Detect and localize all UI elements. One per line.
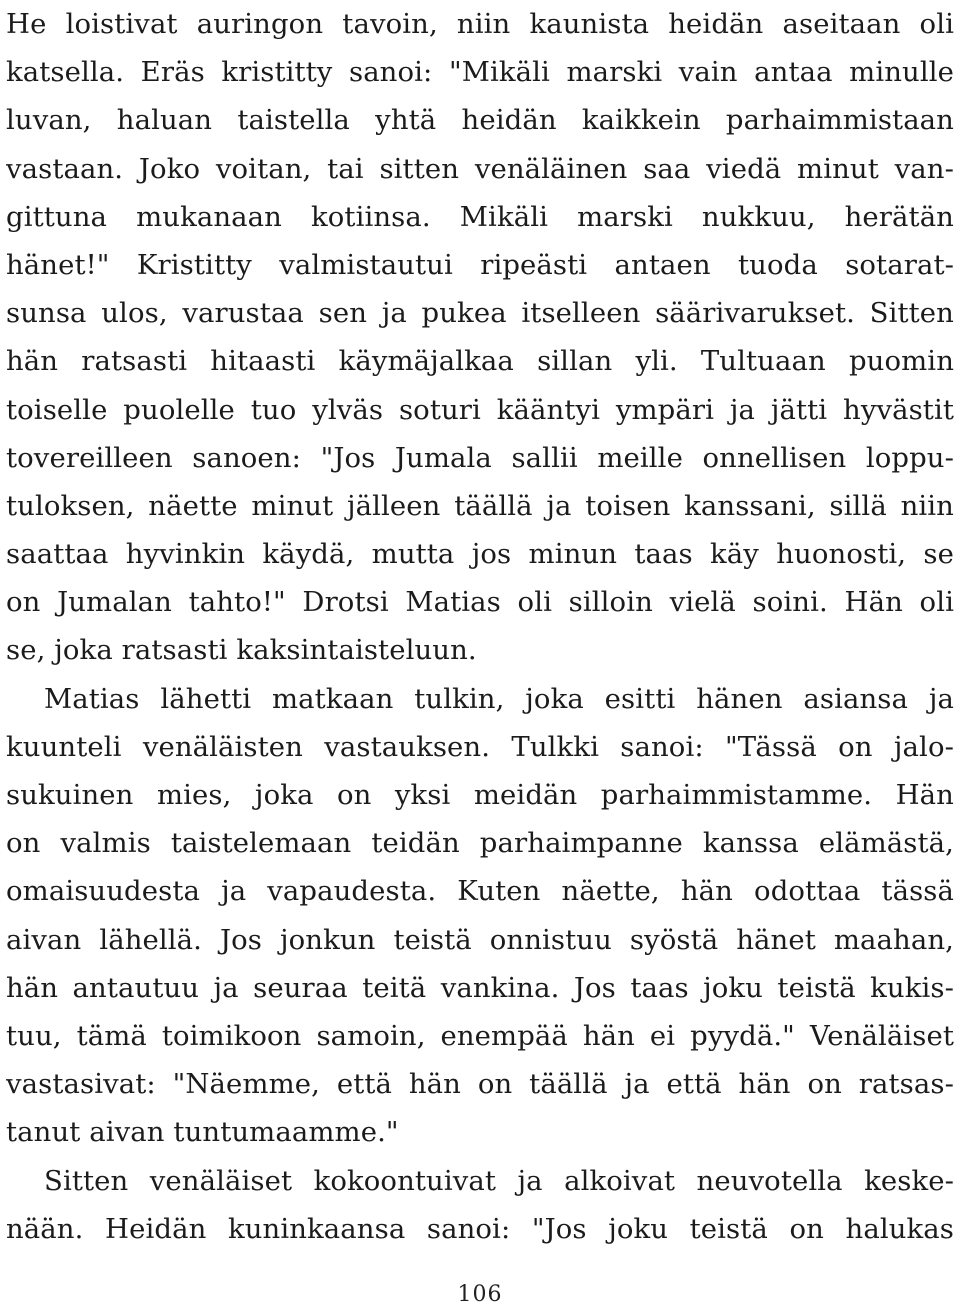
text-line: tuloksen, näette minut jälleen täällä ja toisen kanssani, sillä niin (6, 489, 954, 522)
text-line: saattaa hyvinkin käydä, mutta jos minun taas käy huonosti, se (6, 538, 954, 571)
text-line: sukuinen mies, joka on yksi meidän parhaimmistamme. Hän (6, 779, 954, 811)
text-line-paragraph-start: Matias lähetti matkaan tulkin, joka esitti hänen asiansa ja (44, 682, 954, 715)
text-line: hän antautuu ja seuraa teitä vankina. Jos taas joku teistä kukis- (6, 971, 954, 1004)
text-line-paragraph-end: se, joka ratsasti kaksintaisteluun. (6, 634, 477, 667)
text-line: nään. Heidän kuninkaansa sanoi: "Jos joku teistä on halukas (6, 1212, 954, 1245)
page-number: 106 (457, 1282, 503, 1307)
text-line-paragraph-start: Sitten venäläiset kokoontuivat ja alkoivat neuvotella keske- (44, 1164, 954, 1197)
text-line: hänet!" Kristitty valmistautui ripeästi antaen tuoda sotarat- (6, 248, 954, 281)
text-line: luvan, haluan taistella yhtä heidän kaikkein parhaimmistaan (6, 104, 954, 137)
text-line: vastasivat: "Näemme, että hän on täällä ja että hän on ratsas- (6, 1068, 954, 1101)
text-line: tuu, tämä toimikoon samoin, enempää hän ei pyydä." Venäläiset (6, 1019, 954, 1052)
text-line: toiselle puolelle tuo ylväs soturi kääntyi ympäri ja jätti hyvästit (6, 393, 954, 426)
text-line: sunsa ulos, varustaa sen ja pukea itselleen säärivarukset. Sitten (6, 297, 954, 330)
text-line: vastaan. Joko voitan, tai sitten venäläinen saa viedä minut van- (6, 152, 954, 185)
text-line: He loistivat auringon tavoin, niin kaunista heidän aseitaan oli (6, 8, 954, 40)
text-line: omaisuudesta ja vapaudesta. Kuten näette, hän odottaa tässä (6, 875, 954, 908)
text-line: gittuna mukanaan kotiinsa. Mikäli marski nukkuu, herätän (6, 200, 954, 233)
text-line: kuunteli venäläisten vastauksen. Tulkki sanoi: "Tässä on jalo- (6, 730, 954, 763)
text-line: katsella. Eräs kristitty sanoi: "Mikäli marski vain antaa minulle (6, 56, 954, 89)
text-line: on valmis taistelemaan teidän parhaimpanne kanssa elämästä, (6, 827, 954, 860)
text-line: hän ratsasti hitaasti käymäjalkaa sillan yli. Tultuaan puomin (6, 345, 954, 378)
text-line-paragraph-end: tanut aivan tuntumaamme." (6, 1116, 399, 1149)
text-line: tovereilleen sanoen: "Jos Jumala sallii meille onnellisen loppu- (6, 441, 954, 474)
body-text (6, 0, 954, 1253)
text-line: aivan lähellä. Jos jonkun teistä onnistuu syöstä hänet maahan, (6, 923, 954, 956)
text-line: on Jumalan tahto!" Drotsi Matias oli silloin vielä soini. Hän oli (6, 586, 954, 619)
